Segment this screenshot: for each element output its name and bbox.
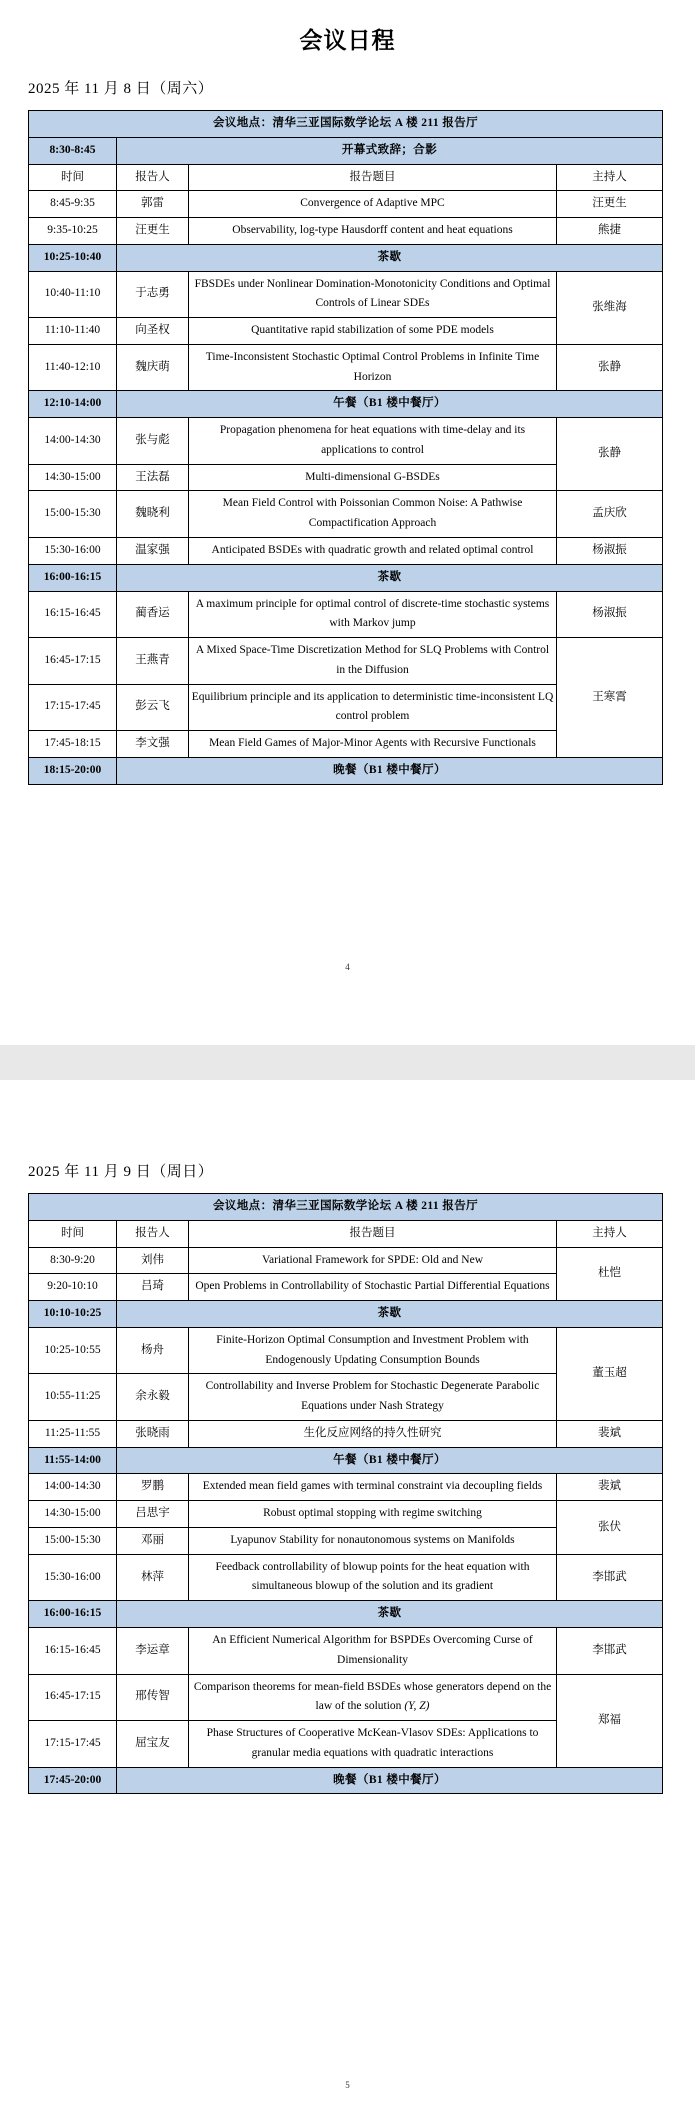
talk-speaker: 屈宝友 xyxy=(117,1721,189,1768)
table-row xyxy=(29,344,663,391)
talk-title-math: (Y, Z) xyxy=(404,1700,430,1713)
break-time: 17:45-20:00 xyxy=(29,1767,117,1794)
schedule-table xyxy=(28,1193,663,1794)
talk-title: Time-Inconsistent Stochastic Optimal Control Problems in Infinite Time Horizon xyxy=(189,344,557,391)
column-header-row xyxy=(29,1220,663,1247)
talk-title: A maximum principle for optimal control of discrete-time stochastic systems with Markov jump xyxy=(189,591,557,638)
talk-time: 15:00-15:30 xyxy=(29,1527,117,1554)
break-label: 午餐（B1 楼中餐厅） xyxy=(117,391,663,418)
column-header-1: 报告人 xyxy=(117,1220,189,1247)
talk-speaker: 王法磊 xyxy=(117,464,189,491)
opening-label: 开幕式致辞；合影 xyxy=(117,137,663,164)
talk-speaker: 刘伟 xyxy=(117,1247,189,1274)
talk-title: Variational Framework for SPDE: Old and New xyxy=(189,1247,557,1274)
break-row xyxy=(29,564,663,591)
talk-chair: 熊捷 xyxy=(557,218,663,245)
talk-title: A Mixed Space-Time Discretization Method for SLQ Problems with Control in the Diffusion xyxy=(189,638,557,685)
talk-chair: 张静 xyxy=(557,344,663,391)
break-label: 茶歇 xyxy=(117,1601,663,1628)
break-label: 午餐（B1 楼中餐厅） xyxy=(117,1447,663,1474)
page-2 xyxy=(0,1080,695,2125)
talk-chair: 张维海 xyxy=(557,271,663,344)
column-header-1: 报告人 xyxy=(117,164,189,191)
break-row xyxy=(29,757,663,784)
break-row xyxy=(29,1767,663,1794)
talk-speaker: 张与彪 xyxy=(117,418,189,465)
schedule-table xyxy=(28,110,663,785)
table-row xyxy=(29,1554,663,1601)
talk-chair: 张静 xyxy=(557,418,663,491)
talk-chair: 郑福 xyxy=(557,1674,663,1767)
break-label: 茶歇 xyxy=(117,564,663,591)
talk-chair: 汪更生 xyxy=(557,191,663,218)
column-header-2: 报告题目 xyxy=(189,1220,557,1247)
column-header-0: 时间 xyxy=(29,1220,117,1247)
break-time: 16:00-16:15 xyxy=(29,1601,117,1628)
table-row xyxy=(29,1674,663,1721)
talk-speaker: 蔺香运 xyxy=(117,591,189,638)
talk-title: Comparison theorems for mean-field BSDEs whose generators depend on the law of the solution (Y, Z) xyxy=(189,1674,557,1721)
talk-speaker: 吕琦 xyxy=(117,1274,189,1301)
talk-time: 11:25-11:55 xyxy=(29,1420,117,1447)
talk-speaker: 林萍 xyxy=(117,1554,189,1601)
talk-time: 8:45-9:35 xyxy=(29,191,117,218)
table-row xyxy=(29,1628,663,1675)
talk-speaker: 魏晓利 xyxy=(117,491,189,538)
break-label: 茶歇 xyxy=(117,1301,663,1328)
talk-speaker: 杨舟 xyxy=(117,1327,189,1374)
talk-time: 14:30-15:00 xyxy=(29,464,117,491)
table-row xyxy=(29,1247,663,1274)
talk-chair: 杨淑振 xyxy=(557,538,663,565)
talk-speaker: 温家强 xyxy=(117,538,189,565)
talk-time: 16:15-16:45 xyxy=(29,591,117,638)
break-time: 10:10-10:25 xyxy=(29,1301,117,1328)
schedule-date: 2025 年 11 月 8 日（周六） xyxy=(28,81,214,97)
talk-speaker: 邢传智 xyxy=(117,1674,189,1721)
talk-time: 10:40-11:10 xyxy=(29,271,117,318)
talk-speaker: 余永毅 xyxy=(117,1374,189,1421)
talk-speaker: 于志勇 xyxy=(117,271,189,318)
column-header-row xyxy=(29,164,663,191)
break-row xyxy=(29,1601,663,1628)
break-row xyxy=(29,1447,663,1474)
talk-speaker: 向圣权 xyxy=(117,318,189,345)
page-title: 会议日程 xyxy=(299,28,396,53)
talk-chair: 裴斌 xyxy=(557,1474,663,1501)
talk-time: 11:10-11:40 xyxy=(29,318,117,345)
talk-time: 15:30-16:00 xyxy=(29,538,117,565)
talk-title: Propagation phenomena for heat equations with time-delay and its applications to control xyxy=(189,418,557,465)
column-header-0: 时间 xyxy=(29,164,117,191)
talk-chair: 杜恺 xyxy=(557,1247,663,1301)
table-row xyxy=(29,1474,663,1501)
talk-title: Phase Structures of Cooperative McKean-Vlasov SDEs: Applications to granular media equations with quadratic interactions xyxy=(189,1721,557,1768)
talk-title: Convergence of Adaptive MPC xyxy=(189,191,557,218)
talk-speaker: 郭雷 xyxy=(117,191,189,218)
talk-time: 15:00-15:30 xyxy=(29,491,117,538)
talk-title: Equilibrium principle and its application to deterministic time-inconsistent LQ control problem xyxy=(189,684,557,731)
break-row xyxy=(29,1301,663,1328)
talk-title: Controllability and Inverse Problem for Stochastic Degenerate Parabolic Equations under Nash Strategy xyxy=(189,1374,557,1421)
talk-time: 17:45-18:15 xyxy=(29,731,117,758)
table-row xyxy=(29,1327,663,1374)
talk-title: Robust optimal stopping with regime switching xyxy=(189,1501,557,1528)
talk-speaker: 张晓雨 xyxy=(117,1420,189,1447)
talk-time: 8:30-9:20 xyxy=(29,1247,117,1274)
venue-row xyxy=(29,1194,663,1221)
venue-label: 会议地点：清华三亚国际数学论坛 A 楼 211 报告厅 xyxy=(29,1194,663,1221)
talk-chair: 张伏 xyxy=(557,1501,663,1555)
talk-time: 9:20-10:10 xyxy=(29,1274,117,1301)
talk-time: 11:40-12:10 xyxy=(29,344,117,391)
talk-chair: 杨淑振 xyxy=(557,591,663,638)
table-row xyxy=(29,538,663,565)
talk-title: An Efficient Numerical Algorithm for BSPDEs Overcoming Curse of Dimensionality xyxy=(189,1628,557,1675)
talk-time: 17:15-17:45 xyxy=(29,1721,117,1768)
break-time: 16:00-16:15 xyxy=(29,564,117,591)
talk-time: 15:30-16:00 xyxy=(29,1554,117,1601)
page-number: 5 xyxy=(345,2080,350,2090)
talk-speaker: 彭云飞 xyxy=(117,684,189,731)
break-label: 晚餐（B1 楼中餐厅） xyxy=(117,757,663,784)
break-time: 12:10-14:00 xyxy=(29,391,117,418)
table-row xyxy=(29,218,663,245)
page-number: 4 xyxy=(345,962,350,972)
break-time: 10:25-10:40 xyxy=(29,244,117,271)
column-header-3: 主持人 xyxy=(557,164,663,191)
page-1 xyxy=(0,0,695,1045)
talk-speaker: 李文强 xyxy=(117,731,189,758)
column-header-3: 主持人 xyxy=(557,1220,663,1247)
table-row xyxy=(29,271,663,318)
venue-row xyxy=(29,111,663,138)
talk-speaker: 魏庆萌 xyxy=(117,344,189,391)
talk-speaker: 汪更生 xyxy=(117,218,189,245)
opening-time: 8:30-8:45 xyxy=(29,137,117,164)
table-row xyxy=(29,591,663,638)
break-label: 晚餐（B1 楼中餐厅） xyxy=(117,1767,663,1794)
break-time: 18:15-20:00 xyxy=(29,757,117,784)
talk-title: Lyapunov Stability for nonautonomous systems on Manifolds xyxy=(189,1527,557,1554)
talk-time: 16:45-17:15 xyxy=(29,1674,117,1721)
talk-time: 14:30-15:00 xyxy=(29,1501,117,1528)
talk-chair: 李邯武 xyxy=(557,1628,663,1675)
talk-title: Quantitative rapid stabilization of some PDE models xyxy=(189,318,557,345)
break-row xyxy=(29,244,663,271)
talk-chair: 孟庆欣 xyxy=(557,491,663,538)
talk-title: Observability, log-type Hausdorff content and heat equations xyxy=(189,218,557,245)
talk-title: Multi-dimensional G-BSDEs xyxy=(189,464,557,491)
talk-title: Extended mean field games with terminal constraint via decoupling fields xyxy=(189,1474,557,1501)
break-row xyxy=(29,391,663,418)
table-row xyxy=(29,638,663,685)
talk-time: 14:00-14:30 xyxy=(29,1474,117,1501)
talk-title: Mean Field Games of Major-Minor Agents with Recursive Functionals xyxy=(189,731,557,758)
talk-time: 16:15-16:45 xyxy=(29,1628,117,1675)
talk-speaker: 罗鹏 xyxy=(117,1474,189,1501)
talk-chair: 裴斌 xyxy=(557,1420,663,1447)
talk-time: 9:35-10:25 xyxy=(29,218,117,245)
talk-time: 17:15-17:45 xyxy=(29,684,117,731)
column-header-2: 报告题目 xyxy=(189,164,557,191)
talk-time: 16:45-17:15 xyxy=(29,638,117,685)
talk-title: Anticipated BSDEs with quadratic growth and related optimal control xyxy=(189,538,557,565)
talk-time: 10:55-11:25 xyxy=(29,1374,117,1421)
table-row xyxy=(29,191,663,218)
talk-speaker: 邓丽 xyxy=(117,1527,189,1554)
talk-chair: 李邯武 xyxy=(557,1554,663,1601)
venue-label: 会议地点：清华三亚国际数学论坛 A 楼 211 报告厅 xyxy=(29,111,663,138)
schedule-date: 2025 年 11 月 9 日（周日） xyxy=(28,1164,214,1180)
talk-title: Mean Field Control with Poissonian Common Noise: A Pathwise Compactification Approach xyxy=(189,491,557,538)
table-row xyxy=(29,491,663,538)
talk-chair: 王寒霄 xyxy=(557,638,663,758)
talk-title: Open Problems in Controllability of Stochastic Partial Differential Equations xyxy=(189,1274,557,1301)
break-label: 茶歇 xyxy=(117,244,663,271)
talk-title: Finite-Horizon Optimal Consumption and Investment Problem with Endogenously Updating Consumption Bounds xyxy=(189,1327,557,1374)
talk-title: 生化反应网络的持久性研究 xyxy=(189,1420,557,1447)
talk-title: Feedback controllability of blowup points for the heat equation with simultaneous blowup of the solution and its gradient xyxy=(189,1554,557,1601)
page-break-gap xyxy=(0,1045,695,1080)
table-row xyxy=(29,1501,663,1528)
table-row xyxy=(29,418,663,465)
talk-time: 14:00-14:30 xyxy=(29,418,117,465)
opening-row xyxy=(29,137,663,164)
talk-speaker: 吕思宇 xyxy=(117,1501,189,1528)
talk-time: 10:25-10:55 xyxy=(29,1327,117,1374)
talk-chair: 董玉超 xyxy=(557,1327,663,1420)
talk-speaker: 王燕青 xyxy=(117,638,189,685)
talk-speaker: 李运章 xyxy=(117,1628,189,1675)
break-time: 11:55-14:00 xyxy=(29,1447,117,1474)
table-row xyxy=(29,1420,663,1447)
talk-title: FBSDEs under Nonlinear Domination-Monotonicity Conditions and Optimal Controls of Linear SDEs xyxy=(189,271,557,318)
